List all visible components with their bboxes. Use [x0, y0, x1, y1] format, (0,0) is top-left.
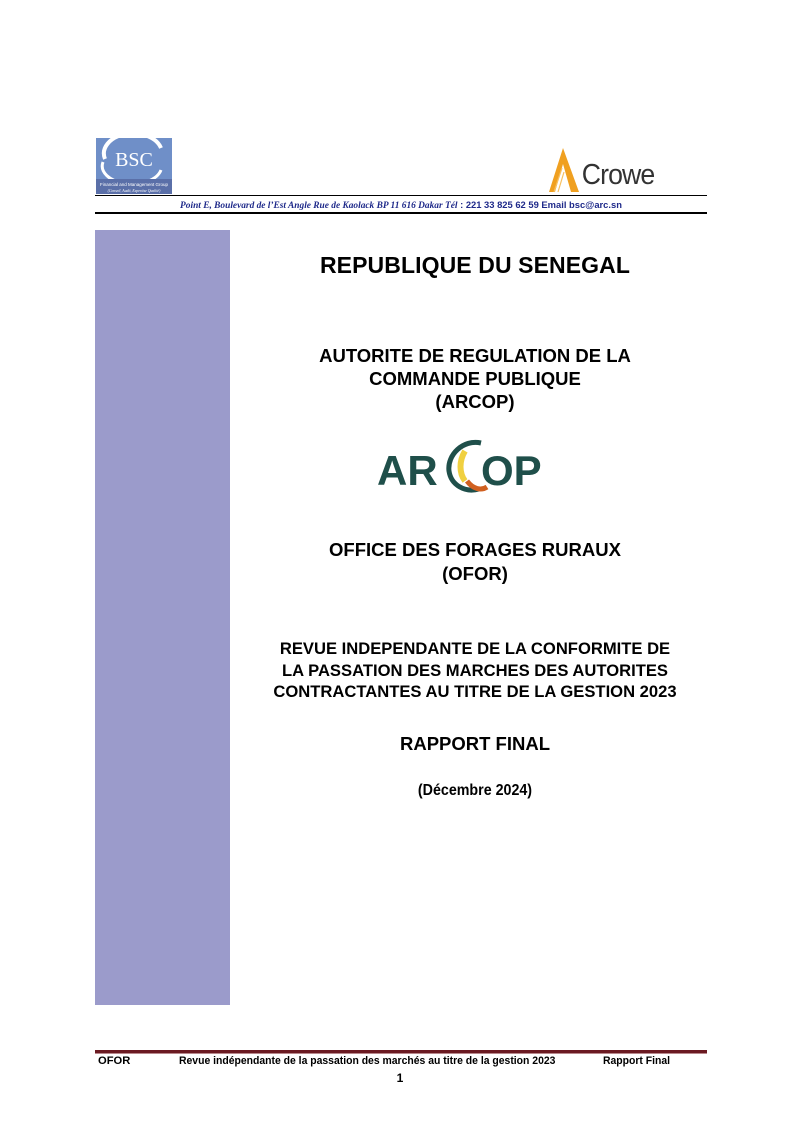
header-rule-top — [95, 195, 707, 196]
bsc-logo — [95, 138, 173, 194]
contact-text: : 221 33 825 62 59 Email bsc@arc.sn — [457, 199, 622, 210]
footer-rule — [95, 1050, 707, 1054]
footer — [95, 1055, 707, 1069]
review-line-1: REVUE INDEPENDANTE DE LA CONFORMITE DE — [279, 639, 671, 658]
header-address — [95, 199, 707, 211]
review-line-3: CONTRACTANTES AU TITRE DE LA GESTION 2023 — [273, 682, 677, 701]
authority-acronym: (ARCOP) — [435, 391, 515, 412]
review-line-2: LA PASSATION DES MARCHES DES AUTORITES — [282, 660, 668, 680]
svg-text:OP: OP — [481, 447, 542, 493]
svg-text:AR: AR — [377, 447, 438, 493]
footer-report-type: Rapport Final — [603, 1055, 671, 1067]
header-rule-bottom — [95, 212, 707, 214]
office-name: OFFICE DES FORAGES RURAUX — [329, 539, 621, 560]
authority-line-2: COMMANDE PUBLIQUE — [369, 368, 581, 389]
svg-text:(Conseil, Audit, Expertise Qua: (Conseil, Audit, Expertise Qualité) — [107, 189, 161, 193]
report-date: (Décembre 2024) — [417, 782, 533, 799]
svg-text:Crowe: Crowe — [581, 157, 655, 191]
office-title — [240, 538, 710, 586]
footer-document-title: Revue indépendante de la passation des marchés au titre de la gestion 2023 — [179, 1055, 556, 1067]
footer-entity: OFOR — [98, 1055, 131, 1067]
review-title — [240, 638, 710, 703]
svg-text:BSC: BSC — [115, 149, 153, 171]
decorative-side-band — [95, 230, 230, 1005]
authority-line-1: AUTORITE DE REGULATION DE LA — [319, 345, 631, 366]
office-acronym: (OFOR) — [442, 563, 508, 584]
report-type: RAPPORT FINAL — [399, 733, 551, 754]
crowe-logo — [545, 148, 660, 194]
page-number: 1 — [396, 1071, 404, 1085]
svg-text:Financial and Management Group: Financial and Management Group — [99, 182, 169, 187]
authority-title — [240, 344, 710, 413]
address-text: Point E, Boulevard de l’Est Angle Rue de Kaolack BP 11 616 Dakar Tél — [180, 201, 458, 211]
arcop-logo — [375, 437, 550, 493]
country-title: REPUBLIQUE DU SENEGAL — [319, 252, 631, 278]
